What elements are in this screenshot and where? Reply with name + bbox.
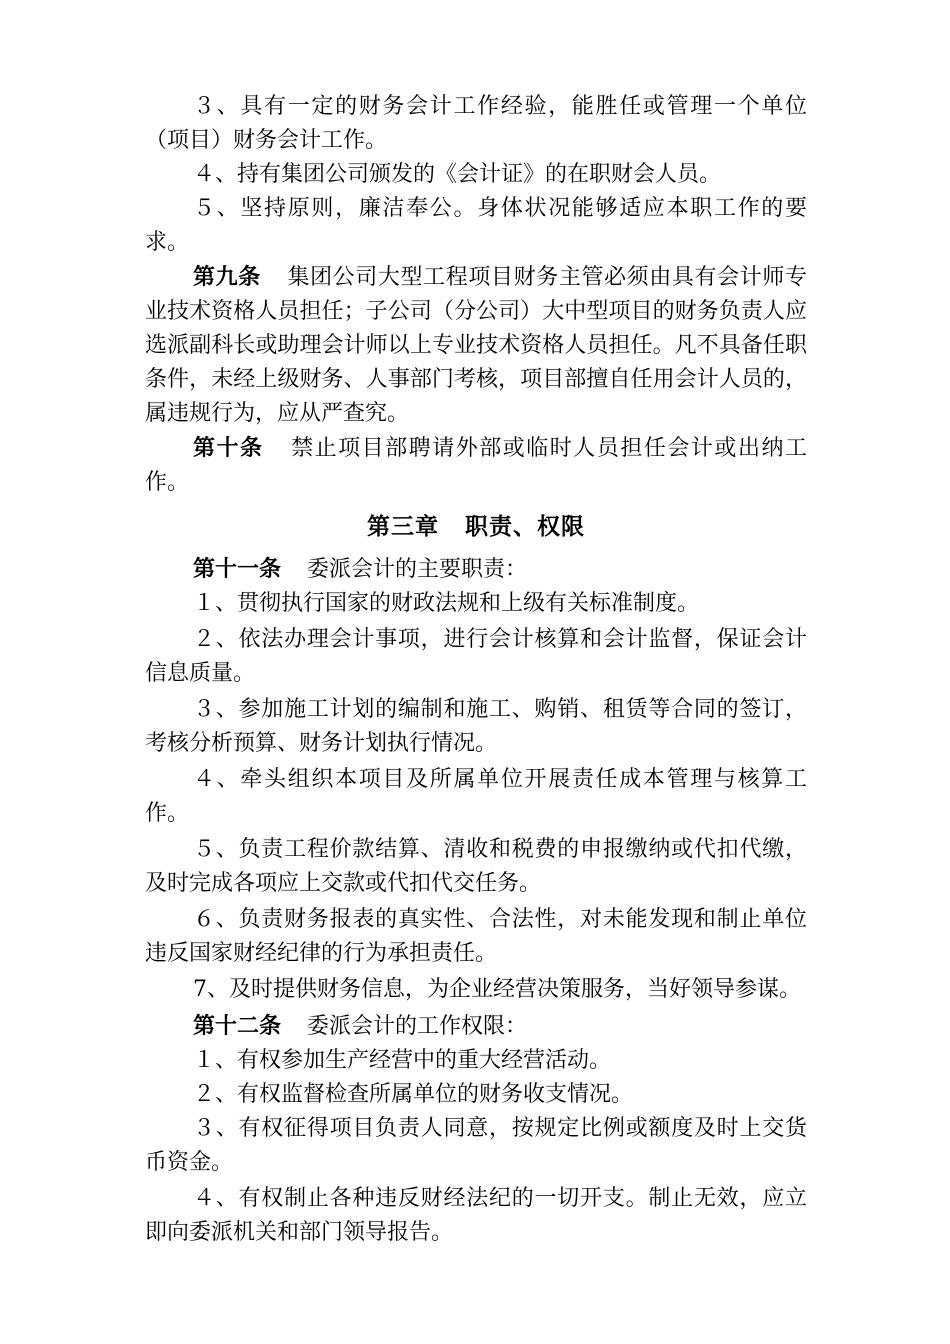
authority-item-1: １、有权参加生产经营中的重大经营活动。: [193, 1048, 612, 1073]
article-12-text: 委派会计的工作权限：: [307, 1014, 528, 1039]
duty-item-7: 7、及时提供财务信息，为企业经营决策服务，当好领导参谋。: [193, 977, 801, 1002]
duty-item-2: ２、依法办理会计事项，进行会计核算和会计监督，保证会计信息质量。: [145, 627, 807, 686]
chapter-3-heading: [145, 510, 807, 544]
chapter-3-title: 职责、权限: [465, 513, 585, 540]
authority-item-3: ３、有权征得项目负责人同意，按规定比例或额度及时上交货币资金。: [145, 1116, 807, 1175]
authority-item-4: ４、有权制止各种违反财经法纪的一切开支。制止无效，应立即向委派机关和部门领导报告。: [145, 1186, 807, 1245]
document-body: [145, 90, 807, 1250]
duty-item-1: １、贯彻执行国家的财政法规和上级有关标准制度。: [193, 591, 700, 616]
article-10-label: 第十条: [193, 435, 264, 461]
qualification-item-3: ３、具有一定的财务会计工作经验，能胜任或管理一个单位（项目）财务会计工作。: [145, 94, 807, 153]
chapter-3-number: 第三章: [367, 513, 439, 540]
article-9: [145, 260, 807, 431]
qualification-item-4: ４、持有集团公司颁发的《会计证》的在职财会人员。: [193, 162, 722, 187]
article-11: [145, 552, 807, 587]
duty-item-6: ６、负责财务报表的真实性、合法性，对未能发现和制止单位违反国家财经纪律的行为承担责任。: [145, 907, 807, 966]
article-11-label: 第十一条: [193, 556, 282, 582]
article-9-label: 第九条: [193, 264, 261, 290]
duty-item-3: ３、参加施工计划的编制和施工、购销、租赁等合同的签订，考核分析预算、财务计划执行情况。: [145, 697, 807, 756]
duty-item-5: ５、负责工程价款结算、清收和税费的申报缴纳或代扣代缴，及时完成各项应上交款或代扣代交任务。: [145, 837, 807, 896]
qualification-item-5: ５、坚持原则，廉洁奉公。身体状况能够适应本职工作的要求。: [145, 196, 807, 255]
article-9-text: 集团公司大型工程项目财务主管必须由具有会计师专业技术资格人员担任；子公司（分公司）大中型项目的财务负责人应选派副科长或助理会计师以上专业技术资格人员担任。凡不具备任职条件，未经上级财务、人事部门考核，项目部擅自任用会计人员的，属违规行为，应从严查究。: [145, 265, 807, 426]
article-12: [145, 1009, 807, 1044]
article-11-text: 委派会计的主要职责：: [307, 557, 528, 582]
article-10-text: 禁止项目部聘请外部或临时人员担任会计或出纳工作。: [145, 436, 807, 495]
authority-item-2: ２、有权监督检查所属单位的财务收支情况。: [193, 1082, 634, 1107]
article-10: [145, 431, 807, 500]
duty-item-4: ４、牵头组织本项目及所属单位开展责任成本管理与核算工作。: [145, 767, 807, 826]
article-12-label: 第十二条: [193, 1013, 282, 1039]
